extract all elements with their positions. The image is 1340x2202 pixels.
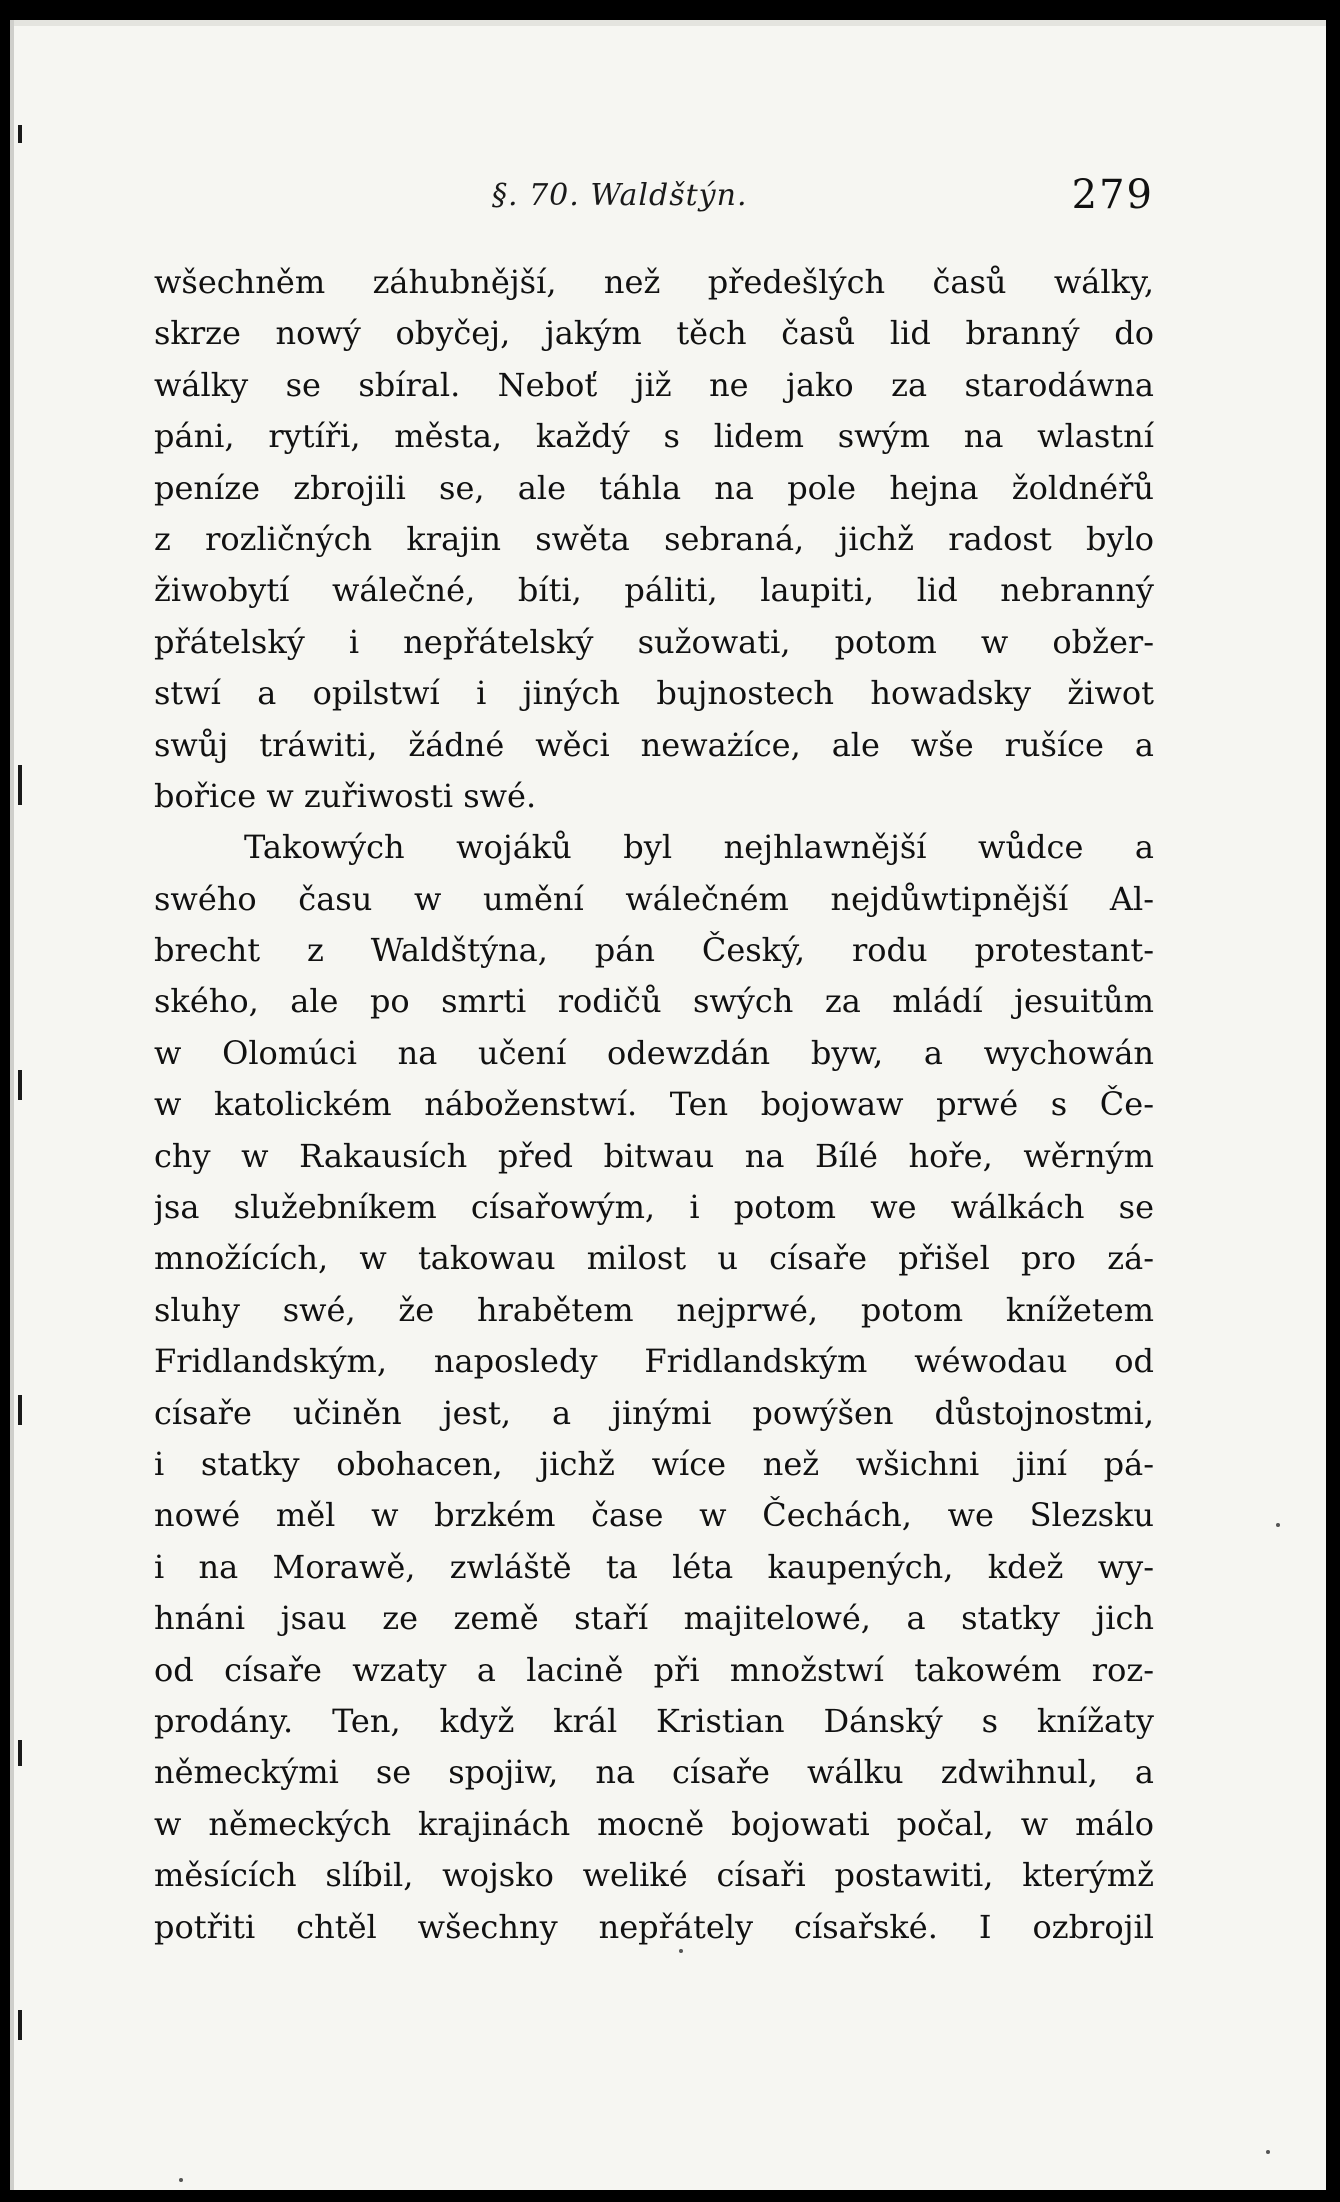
page-top-edge [14, 20, 1326, 26]
text-line: císaře učiněn jest, a jinými powýšen důstojnostmi, [154, 1393, 1154, 1432]
gutter-mark [18, 1395, 22, 1425]
text-line: Fridlandským, naposledy Fridlandským wéwodau od [154, 1342, 1154, 1381]
text-line: bořice w zuřiwosti swé. [154, 776, 537, 815]
text-line: měsících slíbil, wojsko weliké císaři postawiti, kterýmž [154, 1856, 1154, 1895]
gutter-mark [18, 1070, 22, 1100]
gutter-mark [18, 2010, 22, 2040]
gutter-mark [18, 1740, 22, 1766]
scan-speck [1266, 2150, 1270, 2154]
text-line: w Olomúci na učení odewzdán byw, a wychowán [154, 1033, 1154, 1072]
text-line: brecht z Waldštýna, pán Český, rodu protestant- [154, 931, 1154, 970]
scan-speck [679, 1949, 683, 1953]
text-line: jsa služebníkem císařowým, i potom we wálkách se [154, 1188, 1154, 1227]
text-line: wálky se sbíral. Neboť již ne jako za starodáwna [154, 365, 1154, 404]
body-text [154, 257, 1154, 1953]
page-number: 279 [1071, 172, 1154, 218]
text-line: wšechněm záhubnější, než předešlých časů wálky, [154, 263, 1154, 301]
page-header [154, 170, 1154, 230]
text-line: od císaře wzaty a lacině při množstwí takowém roz- [154, 1650, 1154, 1689]
text-line: hnáni jsau ze země staří majitelowé, a statky jich [154, 1599, 1154, 1638]
text-line: z rozličných krajin swěta sebraná, jichž radost bylo [154, 519, 1154, 558]
book-page [10, 20, 1326, 2190]
text-line: německými se spojiw, na císaře wálku zdwihnul, a [154, 1753, 1154, 1792]
text-line: swůj tráwiti, žádné wěci neważíce, ale wše rušíce a [154, 725, 1154, 764]
text-line: i statky obohacen, jichž wíce než wšichni jiní pá- [154, 1444, 1154, 1483]
text-line: množících, w takowau milost u císaře přišel pro zá- [154, 1239, 1154, 1278]
text-line: swého času w umění wálečném nejdůwtipnější Al- [154, 879, 1154, 918]
text-line: i na Morawě, zwláště ta léta kaupených, kdež wy- [154, 1547, 1154, 1586]
text-line: chy w Rakausích před bitwau na Bílé hoře, wěrným [154, 1136, 1154, 1175]
text-line: prodány. Ten, když král Kristian Dánský s knížaty [154, 1701, 1154, 1740]
gutter-mark [18, 765, 22, 805]
running-head: §. 70. Waldštýn. [492, 178, 748, 213]
text-line: žiwobytí wálečné, bíti, páliti, laupiti, lid nebranný [154, 571, 1154, 610]
text-line: nowé měl w brzkém čase w Čechách, we Slezsku [154, 1496, 1154, 1535]
text-line: skrze nowý obyčej, jakým těch časů lid branný do [154, 314, 1154, 353]
scan-speck [179, 2178, 183, 2182]
scan-speck [1276, 1523, 1280, 1527]
text-line: peníze zbrojili se, ale táhla na pole hejna žoldnéřů [154, 468, 1154, 507]
text-line: přátelský i nepřátelský sužowati, potom w obžer- [154, 622, 1154, 661]
text-line: Takowých wojáků byl nejhlawnější wůdce a [244, 828, 1154, 867]
text-line: potřiti chtěl wšechny nepřátely císařské. I ozbrojil [154, 1907, 1154, 1946]
gutter-mark [18, 125, 22, 143]
text-line: w německých krajinách mocně bojowati počal, w málo [154, 1804, 1154, 1843]
text-line: stwí a opilstwí i jiných bujnostech howadsky žiwot [154, 674, 1154, 713]
text-line: ského, ale po smrti rodičů swých za mládí jesuitům [154, 982, 1154, 1021]
text-line: páni, rytíři, města, každý s lidem swým na wlastní [154, 417, 1154, 456]
text-line: sluhy swé, že hrabětem nejprwé, potom knížetem [154, 1290, 1154, 1329]
text-line: w katolickém náboženstwí. Ten bojowaw prwé s Če- [154, 1085, 1154, 1124]
